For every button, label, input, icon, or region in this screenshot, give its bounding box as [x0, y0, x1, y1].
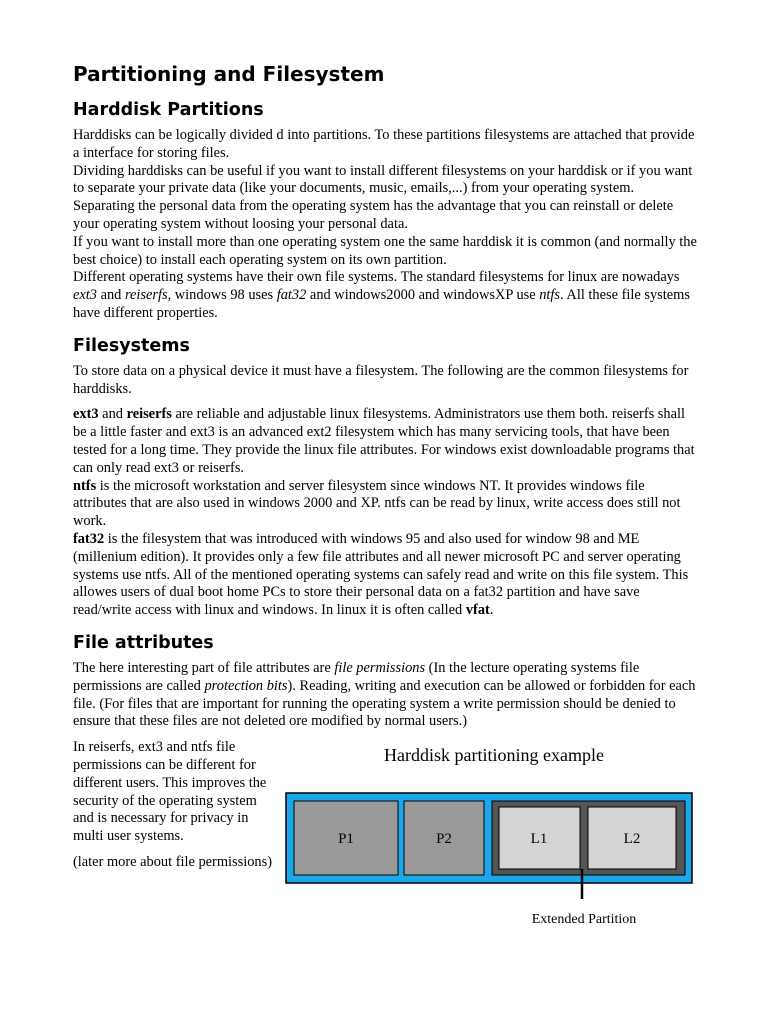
paragraph: In reiserfs, ext3 and ntfs file permissions can be different for different users. This improves the security of the operating system and is necessary for privacy in multi user systems.	[73, 739, 267, 845]
partition-l2-label: L2	[623, 831, 641, 848]
paragraph-ext3: ext3 and reiserfs are reliable and adjustable linux filesystems. Administrators use them both. reiserfs shall be a little faster and ext3 is an advanced ext2 filesystem which has many servicing tools, that have been tested for a long time. They provide the linux file attributes. For windows exist downloadable programs that can only read ext3 or reiserfs.	[73, 406, 695, 476]
paragraph: (later more about file permissions)	[73, 853, 273, 870]
document-page	[73, 62, 699, 942]
paragraph: Separating the personal data from the operating system has the advantage that you can reinstall or delete your operating system without loosing your personal data.	[73, 198, 674, 232]
partition-diagram	[284, 739, 694, 929]
paragraph: Dividing harddisks can be useful if you want to install different filesystems on your harddisk or if you want to separate your private data (like your documents, music, emails,...) from your operating system.	[73, 162, 693, 197]
paragraph: Harddisks can be logically divided d into partitions. To these partitions filesystems are attached that provide a interface for storing files.	[73, 127, 695, 161]
partition-p1-label: P1	[338, 831, 354, 848]
paragraph-fat32: fat32 is the filesystem that was introduced with windows 95 and also used for window 98 and ME (millenium edition). It provides only a few file attributes and all newer microsoft PC and server operating systems use ntfs. All of the mentioned operating systems can safely read and write on this file system. This allowes users of dual boot home PCs to store their personal data on a fat32 partition and have save read/write access with linux and windows. In linux it is often called vfat.	[73, 530, 689, 619]
paragraph: The here interesting part of file attributes are file permissions (In the lecture operating systems file permissions are called protection bits). Reading, writing and execution can be allowed or forbidden for each file. (For files that are important for running the operating system a write permission should be denied to ensure that these files are not deleted ore modified by normal users.)	[73, 659, 696, 730]
heading-filesystems: Filesystems	[73, 335, 190, 356]
paragraph: To store data on a physical device it must have a filesystem. The following are the common filesystems for harddisks.	[73, 362, 689, 397]
partition-l1-label: L1	[530, 831, 548, 848]
partition-p2-label: P2	[436, 831, 452, 848]
paragraph-ntfs: ntfs is the microsoft workstation and server filesystem since windows NT. It provides windows file attributes that are also used in windows 2000 and XP. ntfs can be read by linux, write access does still not work.	[73, 477, 681, 530]
paragraph: Different operating systems have their own file systems. The standard filesystems for linux are nowadays ext3 and reiserfs, windows 98 uses fat32 and windows2000 and windowsXP use ntfs. All these file systems have different properties.	[73, 269, 690, 321]
heading-attributes: File attributes	[73, 632, 214, 653]
diagram-title: Harddisk partitioning example	[384, 745, 604, 766]
section-filesystems	[73, 336, 699, 620]
section-partitions	[73, 100, 699, 323]
paragraph: If you want to install more than one operating system one the same harddisk it is common (and normally the best choice) to install each operating system on its own partition.	[73, 233, 697, 268]
page-title: Partitioning and Filesystem	[73, 62, 385, 86]
heading-partitions: Harddisk Partitions	[73, 100, 264, 120]
section-attributes	[73, 633, 699, 929]
extended-partition-label: Extended Partition	[531, 912, 637, 928]
